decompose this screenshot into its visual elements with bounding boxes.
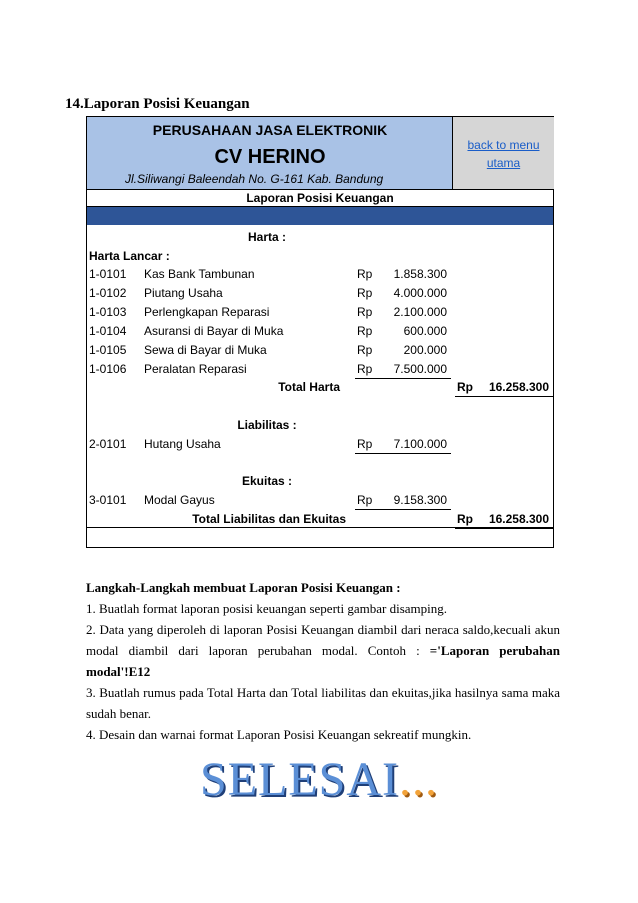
step-2-text: 2. Data yang diperoleh di laporan Posisi Keuangan diambil dari neraca saldo,kecuali akun modal diambil dari laporan perubahan modal. Contoh : bbox=[86, 622, 560, 658]
total-assets-currency: Rp bbox=[457, 380, 473, 394]
step-2 bbox=[86, 619, 560, 682]
equity-underline bbox=[355, 509, 451, 510]
liabilities-heading: Liabilitas : bbox=[237, 418, 297, 432]
amount: 4.000.000 bbox=[393, 286, 447, 300]
company-name: CV HERINO bbox=[214, 146, 326, 168]
account-code: 3-0101 bbox=[89, 493, 127, 507]
amount: 7.500.000 bbox=[393, 362, 447, 376]
amount: 600.000 bbox=[403, 324, 447, 338]
account-name: Kas Bank Tambunan bbox=[144, 267, 255, 281]
total-liab-equity-label: Total Liabilitas dan Ekuitas bbox=[192, 512, 346, 526]
total-assets-underline bbox=[455, 396, 553, 397]
total-liab-equity-currency: Rp bbox=[457, 512, 473, 526]
header-band bbox=[87, 207, 553, 225]
account-code: 1-0105 bbox=[89, 343, 127, 357]
total-assets-label: Total Harta bbox=[278, 380, 340, 394]
account-code: 1-0103 bbox=[89, 305, 127, 319]
amount: 2.100.000 bbox=[393, 305, 447, 319]
account-name: Asuransi di Bayar di Muka bbox=[144, 324, 284, 338]
total-liab-equity-amount: 16.258.300 bbox=[488, 512, 549, 526]
balance-sheet bbox=[86, 116, 554, 548]
liability-underline bbox=[355, 453, 451, 454]
account-code: 1-0106 bbox=[89, 362, 127, 376]
account-name: Perlengkapan Reparasi bbox=[144, 305, 270, 319]
account-code: 1-0101 bbox=[89, 267, 127, 281]
account-name: Piutang Usaha bbox=[144, 286, 223, 300]
step-2-formula: ='Laporan perubahan modal'!E12 bbox=[86, 643, 560, 679]
current-assets-group: Harta Lancar : bbox=[89, 249, 170, 263]
report-subtitle: Laporan Posisi Keuangan bbox=[87, 189, 553, 207]
account-code: 2-0101 bbox=[89, 437, 127, 451]
account-code: 1-0104 bbox=[89, 324, 127, 338]
amount: 200.000 bbox=[403, 343, 447, 357]
currency: Rp bbox=[357, 493, 373, 507]
account-code: 1-0102 bbox=[89, 286, 127, 300]
back-link-line1: back to menu bbox=[467, 138, 540, 152]
back-to-menu-link[interactable] bbox=[453, 117, 554, 189]
account-name: Hutang Usaha bbox=[144, 437, 221, 451]
currency: Rp bbox=[357, 324, 373, 338]
currency: Rp bbox=[357, 267, 373, 281]
instructions bbox=[86, 577, 560, 745]
amount: 7.100.000 bbox=[393, 437, 447, 451]
currency: Rp bbox=[357, 437, 373, 451]
step-1: 1. Buatlah format laporan posisi keuangan seperti gambar disamping. bbox=[86, 601, 448, 616]
instructions-title: Langkah-Langkah membuat Laporan Posisi Keuangan : bbox=[86, 580, 401, 595]
closing-word: SELESAI bbox=[200, 753, 399, 806]
currency: Rp bbox=[357, 362, 373, 376]
back-link-line2: utama bbox=[486, 156, 521, 170]
company-address: Jl.Siliwangi Baleendah No. G-161 Kab. Bandung bbox=[125, 172, 384, 186]
step-3: 3. Buatlah rumus pada Total Harta dan Total liabilitas dan ekuitas,jika hasilnya sama maka sudah benar. bbox=[86, 685, 560, 721]
currency: Rp bbox=[357, 343, 373, 357]
total-liab-equity-underline bbox=[455, 528, 553, 529]
account-name: Modal Gayus bbox=[144, 493, 215, 507]
section-heading: 14.Laporan Posisi Keuangan bbox=[65, 96, 250, 112]
company-type: PERUSAHAAN JASA ELEKTRONIK bbox=[152, 122, 388, 138]
equity-heading: Ekuitas : bbox=[241, 474, 292, 488]
account-name: Sewa di Bayar di Muka bbox=[144, 343, 267, 357]
closing-wordart bbox=[0, 752, 638, 807]
assets-heading: Harta : bbox=[247, 230, 286, 244]
account-name: Peralatan Reparasi bbox=[144, 362, 247, 376]
subtotal-underline bbox=[355, 378, 451, 379]
amount: 9.158.300 bbox=[393, 493, 447, 507]
amount: 1.858.300 bbox=[393, 267, 447, 281]
closing-dots: ... bbox=[399, 753, 438, 806]
step-4: 4. Desain dan warnai format Laporan Posisi Keuangan sekreatif mungkin. bbox=[86, 727, 472, 742]
company-header bbox=[87, 117, 453, 189]
currency: Rp bbox=[357, 305, 373, 319]
currency: Rp bbox=[357, 286, 373, 300]
sheet-bottom-border bbox=[87, 527, 553, 528]
total-assets-amount: 16.258.300 bbox=[488, 380, 549, 394]
